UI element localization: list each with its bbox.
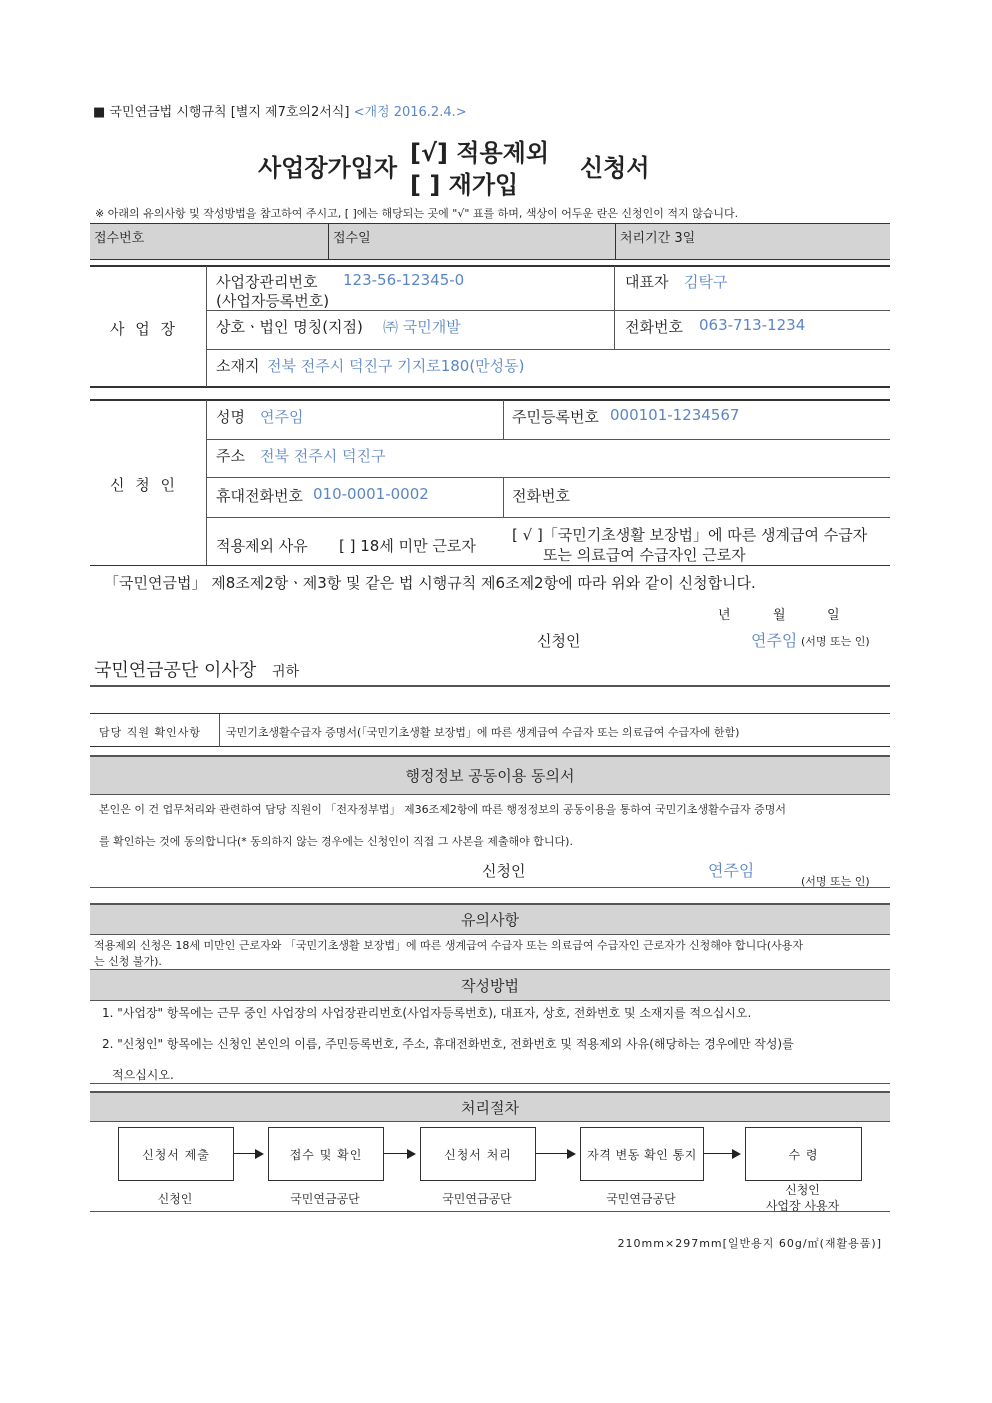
instruction-item-2-cont: 적으십시오. [112,1068,174,1082]
arrow-icon [384,1153,414,1154]
option-rejoin: [ ] 재가입 [410,171,519,199]
receipt-date-label: 접수일 [333,231,371,246]
mgmt-no-sub-label: (사업자등록번호) [216,292,330,310]
procedure-title: 처리절차 [90,1091,890,1122]
date-year[interactable]: 년 [718,608,731,623]
date-month[interactable]: 월 [773,608,786,623]
form-reference: ■ 국민연금법 시행규칙 [별지 제7호의2서식] <개정 2016.2.4.> [93,105,467,120]
instructions-title: 작성방법 [90,969,890,1001]
mgmt-no-label: 사업장관리번호 [216,273,318,291]
reason-under18-checkbox[interactable]: [ ] 18세 미만 근로자 [339,537,476,555]
receipt-number-label: 접수번호 [94,231,145,246]
arrow-icon [536,1153,574,1154]
declaration-text: 「국민연금법」 제8조제2항ㆍ제3항 및 같은 법 시행규칙 제6조제2항에 따라 위와 같이 신청합니다. [104,574,756,592]
declaration-applicant-label: 신청인 [537,632,581,650]
declaration-sign-note: (서명 또는 인) [801,635,870,648]
consent-line2: 를 확인하는 것에 동의합니다(* 동의하지 않는 경우에는 신청인이 직접 그 사본을 제출해야 합니다). [99,835,573,848]
recipient: 국민연금공단 이사장 귀하 [94,660,300,681]
step-process-box: 신청서 처리 [420,1127,536,1181]
business-name-value[interactable]: ㈜ 국민개발 [383,318,461,336]
business-name-label: 상호ㆍ법인 명칭(지점) [216,318,363,336]
processing-period: 처리기간 3일 [620,231,696,246]
mobile-label: 휴대전화번호 [216,487,303,505]
mobile-value[interactable]: 010-0001-0002 [313,485,429,503]
consent-line1: 본인은 이 건 업무처리와 관련하여 담당 직원이 「전자정부법」 제36조제2항에 따른 행정정보의 공동이용을 통하여 국민기초생활수급자 증명서 [99,803,786,816]
step-receive-box: 접수 및 확인 [268,1127,384,1181]
title-left: 사업장가입자 [258,154,398,182]
applicant-phone-label: 전화번호 [512,487,570,505]
representative-label: 대표자 [625,273,669,291]
staff-check-label: 담당 직원 확인사항 [99,726,202,739]
rrn-label: 주민등록번호 [512,408,599,426]
applicant-address-label: 주소 [216,447,245,465]
arrow-icon [234,1153,262,1154]
declaration-applicant-signature[interactable]: 연주임 [751,631,798,650]
applicant-section-label: 신 청 인 [110,476,179,494]
paper-spec: 210mm×297mm[일반용지 60g/㎡(재활용품)] [617,1237,882,1250]
consent-applicant-signature[interactable]: 연주임 [708,861,755,880]
instruction-item-2: 2. "신청인" 항목에는 신청인 본인의 이름, 주민등록번호, 주소, 휴대전화번호, 전화번호 및 적용제외 사유(해당하는 경우에만 작성)를 [102,1037,794,1051]
mgmt-no-value[interactable]: 123-56-12345-0 [343,271,465,289]
workplace-phone-value[interactable]: 063-713-1234 [699,316,806,334]
consent-title: 행정정보 공동이용 동의서 [90,755,890,795]
workplace-address-value[interactable]: 전북 전주시 덕진구 기지로180(만성동) [267,357,525,375]
reason-welfare-checkbox[interactable]: [ √ ]「국민기초생활 보장법」에 따른 생계급여 수급자 [512,526,868,544]
notes-title: 유의사항 [90,903,890,935]
applicant-name-label: 성명 [216,408,245,426]
option-exemption: [√] 적용제외 [410,139,550,167]
instruction-item-1: 1. "사업장" 항목에는 근무 중인 사업장의 사업장관리번호(사업자등록번호), 대표자, 상호, 전화번호 및 소재지를 적으십시오. [102,1006,752,1020]
revision-date: <개정 2016.2.4.> [353,105,467,120]
workplace-phone-label: 전화번호 [625,318,683,336]
arrow-icon [704,1153,739,1154]
step-receive-actor: 국민연금공단 [290,1192,360,1206]
applicant-name-value[interactable]: 연주임 [260,408,304,426]
consent-sign-note: (서명 또는 인) [801,875,870,888]
step-process-actor: 국민연금공단 [442,1192,512,1206]
receipt-row [90,223,890,260]
step-submit-actor: 신청인 [157,1192,193,1206]
workplace-section-label: 사 업 장 [110,320,179,338]
title-right: 신청서 [580,154,650,182]
reason-welfare-line2: 또는 의료급여 수급자인 근로자 [543,546,746,564]
step-receipt-actor2: 사업장 사용자 [765,1199,840,1213]
workplace-address-label: 소재지 [216,357,260,375]
notes-line1: 적용제외 신청은 18세 미만인 근로자와 「국민기초생활 보장법」에 따른 생계급여 수급자 또는 의료급여 수급자인 근로자가 신청해야 합니다(사용자 [94,939,804,952]
exemption-reason-label: 적용제외 사유 [216,537,308,555]
step-submit-box: 신청서 제출 [118,1127,234,1181]
applicant-address-value[interactable]: 전북 전주시 덕진구 [260,447,386,465]
step-notify-box: 자격 변동 확인 통지 [580,1127,704,1181]
representative-value[interactable]: 김탁구 [684,273,728,291]
consent-applicant-label: 신청인 [482,862,526,880]
step-receipt-actor: 신청인 [785,1183,820,1197]
step-notify-actor: 국민연금공단 [606,1192,676,1206]
notes-line2: 는 신청 불가). [94,955,162,968]
date-day[interactable]: 일 [827,608,840,623]
notice-text: ※ 아래의 유의사항 및 작성방법을 참고하여 주시고, [ ]에는 해당되는 곳에 "√" 표를 하며, 색상이 어두운 란은 신청인이 적지 않습니다. [95,207,739,220]
step-receipt-box: 수 령 [745,1127,862,1181]
staff-check-text: 국민기초생활수급자 증명서(「국민기초생활 보장법」에 따른 생계급여 수급자 또는 의료급여 수급자에 한함) [226,726,740,739]
rrn-value[interactable]: 000101-1234567 [610,406,740,424]
